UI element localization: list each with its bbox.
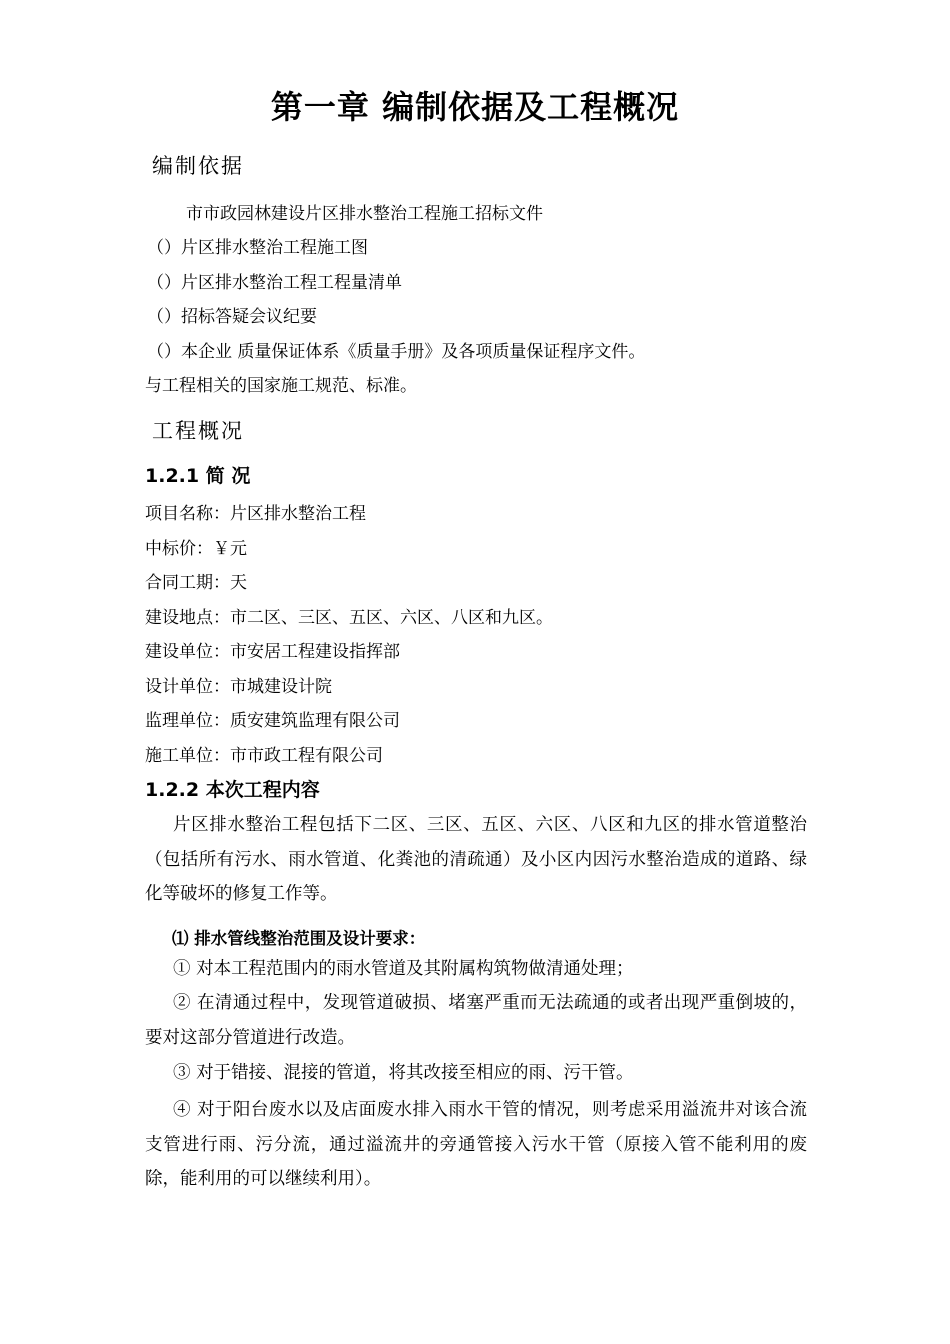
summary-item: 建设单位：市安居工程建设指挥部 [145, 642, 400, 662]
summary-item: 合同工期：天 [145, 573, 247, 593]
summary-item: 建设地点：市二区、三区、五区、六区、八区和九区。 [145, 608, 553, 628]
summary-item: 设计单位：市城建设计院 [145, 677, 332, 697]
content-intro-paragraph: 片区排水整治工程包括下二区、三区、五区、六区、八区和九区的排水管道整治（包括所有污水、雨水管道、化粪池的清疏通）及小区内因污水整治造成的道路、绿化等破坏的修复工作等。 [145, 815, 807, 904]
requirement-item: ③ 对于错接、混接的管道，将其改接至相应的雨、污干管。 [173, 1063, 634, 1083]
requirements-heading: ⑴ 排水管线整治范围及设计要求： [172, 929, 426, 948]
summary-item: 项目名称：片区排水整治工程 [145, 504, 366, 524]
section-heading-overview: 工程概况 [152, 419, 244, 443]
subsection-heading-summary: 1.2.1 简 况 [145, 465, 251, 487]
summary-item: 中标价：￥元 [145, 539, 247, 559]
requirement-item: ② 在清通过程中，发现管道破损、堵塞严重而无法疏通的或者出现严重倒坡的，要对这部分管道进行改造。 [145, 993, 807, 1048]
section-heading-basis: 编制依据 [152, 154, 244, 178]
basis-item: 市市政园林建设片区排水整治工程施工招标文件 [186, 204, 543, 224]
summary-item: 监理单位：质安建筑监理有限公司 [145, 711, 400, 731]
requirement-item: ① 对本工程范围内的雨水管道及其附属构筑物做清通处理； [173, 959, 634, 979]
chapter-title: 第一章 编制依据及工程概况 [270, 88, 680, 126]
requirement-item: ④ 对于阳台废水以及店面废水排入雨水干管的情况，则考虑采用溢流井对该合流支管进行雨、污分流，通过溢流井的旁通管接入污水干管（原接入管不能利用的废除，能利用的可以继续利用）。 [145, 1100, 807, 1189]
basis-item: （）片区排水整治工程施工图 [147, 238, 368, 258]
basis-item: （）招标答疑会议纪要 [147, 307, 317, 327]
basis-item: 与工程相关的国家施工规范、标准。 [145, 376, 417, 396]
basis-item: （）本企业 质量保证体系《质量手册》及各项质量保证程序文件。 [147, 342, 646, 362]
basis-item: （）片区排水整治工程工程量清单 [147, 273, 402, 293]
summary-item: 施工单位：市市政工程有限公司 [145, 746, 383, 766]
subsection-heading-content: 1.2.2 本次工程内容 [145, 779, 320, 801]
